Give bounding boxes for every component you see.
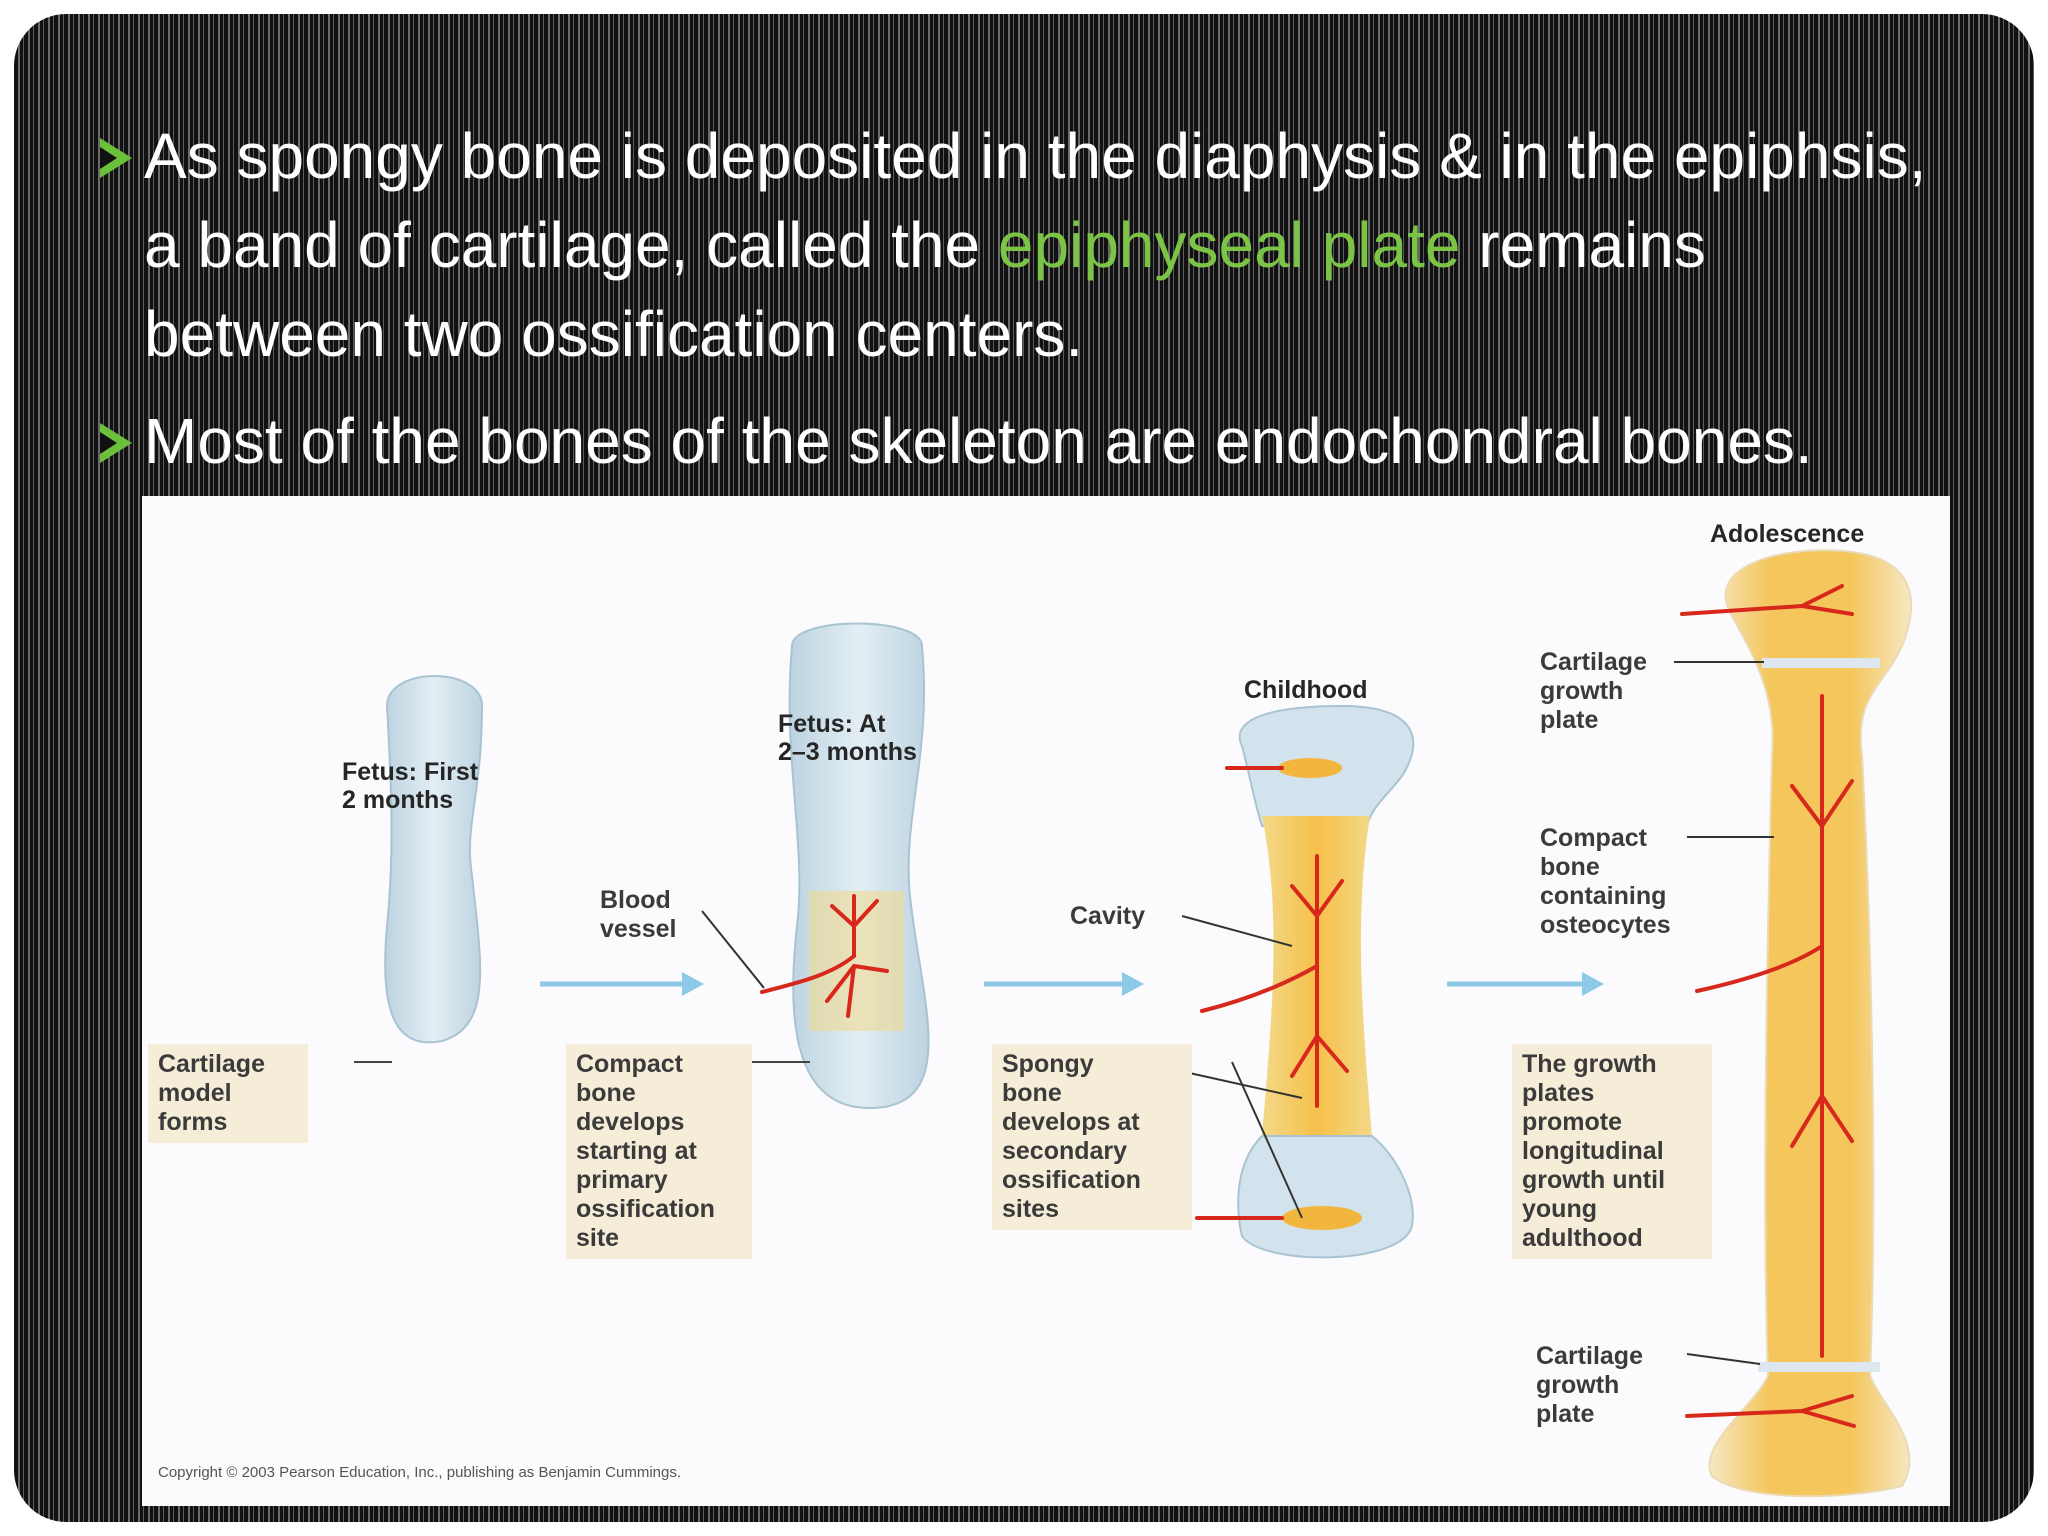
stage-title-bold: Fetus: bbox=[342, 758, 417, 786]
bullet-item-1 bbox=[144, 112, 1944, 379]
stage-title-adolescence: Adolescence bbox=[1710, 520, 1865, 548]
fetus-bone-shape bbox=[790, 624, 929, 1109]
stage-title-childhood: Childhood bbox=[1244, 676, 1368, 704]
bullet-list bbox=[14, 14, 2034, 534]
growth-plate-bottom-leader bbox=[1687, 1354, 1760, 1364]
copyright-notice: Copyright © 2003 Pearson Education, Inc., publishing as Benjamin Cummings. bbox=[158, 1464, 682, 1481]
blood-vessel-leader bbox=[702, 911, 764, 988]
label-blood-vessel: Blood vessel bbox=[600, 886, 677, 943]
bullet-text: Most of the bones of the skeleton are endochondral bones. bbox=[144, 405, 1813, 477]
label-growth-plates-promote: The growth plates promote longitudinal growth until young adulthood bbox=[1512, 1044, 1712, 1259]
growth-plate-bottom bbox=[1758, 1362, 1880, 1372]
bone-development-diagram bbox=[142, 496, 1950, 1506]
stage-title-rest: First 2 months bbox=[342, 758, 479, 814]
stage-title-fetus-first bbox=[342, 758, 478, 814]
cartilage-model-shape bbox=[385, 676, 482, 1042]
stage-arrow-2 bbox=[984, 972, 1144, 996]
bullet-arrow-icon bbox=[100, 423, 132, 463]
label-compact-bone-osteocytes: Compact bone containing osteocytes bbox=[1540, 824, 1671, 939]
growth-plate-top bbox=[1762, 658, 1880, 668]
bullet-item-2 bbox=[144, 397, 1944, 486]
label-spongy-bone: Spongy bone develops at secondary ossification sites bbox=[992, 1044, 1192, 1230]
adolescence-bone bbox=[1710, 550, 1912, 1496]
bullet-text-end: remains between two ossification centers. bbox=[144, 209, 1706, 370]
highlight-term: epiphyseal plate bbox=[997, 209, 1461, 281]
label-cavity: Cavity bbox=[1070, 902, 1146, 930]
diagram-drawing bbox=[142, 496, 1950, 1506]
stage-title-bold: Fetus: bbox=[778, 710, 853, 738]
stage-arrow-3 bbox=[1447, 972, 1604, 996]
stage-arrow-1 bbox=[540, 972, 704, 996]
stage-title-fetus-second bbox=[778, 710, 917, 766]
label-cartilage-model: Cartilage model forms bbox=[148, 1044, 308, 1143]
slide-background bbox=[14, 14, 2034, 1522]
secondary-ossification-top bbox=[1278, 758, 1342, 778]
primary-ossification-band bbox=[809, 891, 904, 1031]
bullet-text: As spongy bone is deposited in the diaphysis & in the epiphsis, a band of cartilage, called the bbox=[144, 120, 1927, 281]
childhood-epiphysis-bottom bbox=[1238, 1136, 1413, 1257]
secondary-ossification-bottom bbox=[1282, 1206, 1362, 1230]
label-cartilage-growth-plate-top: Cartilage growth plate bbox=[1540, 648, 1647, 734]
bullet-arrow-icon bbox=[100, 138, 132, 178]
label-compact-bone-develops: Compact bone develops starting at primary ossification site bbox=[566, 1044, 752, 1259]
stage-title-rest: At 2–3 months bbox=[778, 710, 917, 766]
label-cartilage-growth-plate-bottom: Cartilage growth plate bbox=[1536, 1342, 1643, 1428]
